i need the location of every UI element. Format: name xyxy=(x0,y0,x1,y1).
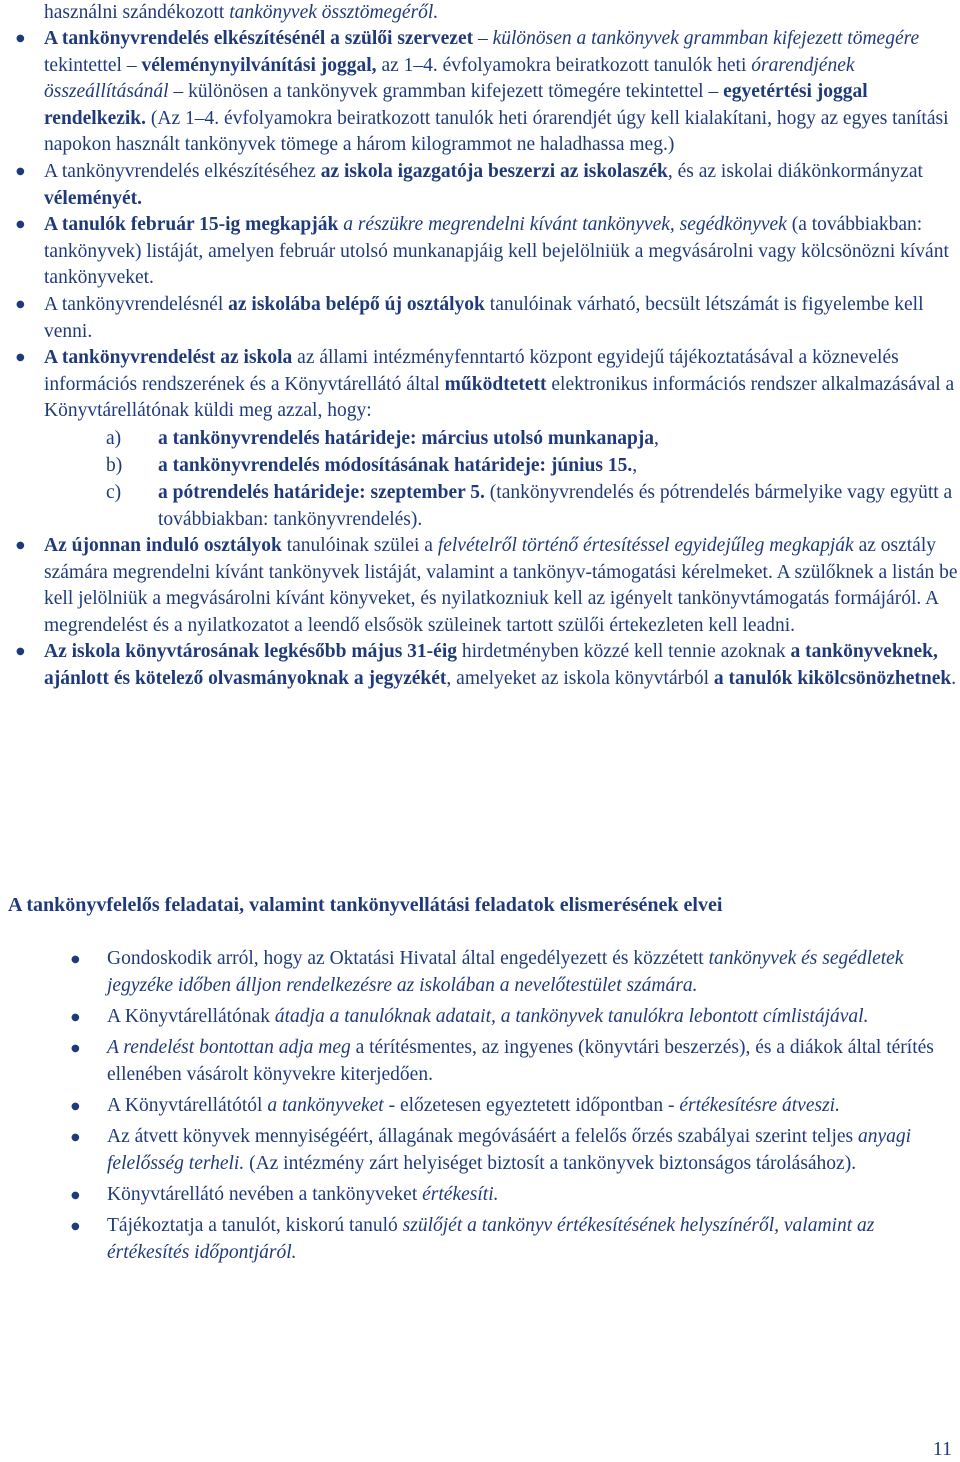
list-item: ● Az újonnan induló osztályok tanulóinak szülei a felvételről történő értesítéssel egyidejűleg megkapják az osztály számára megrendelni kívánt tankönyvek listáját, valamint a tankönyv-támogatási kérelmeket. A szülőknek a listán be kell jelölniük a megvásárolni kívánt könyveket, és nyilatkozniuk kell az igényelt tankönyvtámogatás formájáról. A megrendelést és a nyilatkozatot a leendő elsősök szüleinek tartott szülői értekezleten kell leadni. xyxy=(44,533,958,639)
list-item: ● A rendelést bontottan adja meg a térítésmentes, az ingyenes (könyvtári beszerzés), és a diákok által térítés ellenében vásárolt könyvekre kiterjedően. xyxy=(107,1034,947,1089)
list-item: ● A Könyvtárellátónak átadja a tanulóknak adatait, a tankönyvek tanulókra lebontott címlistájával. xyxy=(107,1003,947,1030)
list-item: ● A Könyvtárellátótól a tankönyveket - előzetesen egyeztetett időpontban - értékesítésre átveszi. xyxy=(107,1092,947,1119)
bullet-list-duties xyxy=(107,945,947,1270)
list-item: ● A tankönyvrendelésnél az iskolába belépő új osztályok tanulóinak várható, becsült létszámát is figyelembe kell venni. xyxy=(44,292,958,345)
sub-item-deadline-a: a) a tankönyvrendelés határideje: március utolsó munkanapja, xyxy=(106,427,659,449)
page-number: 11 xyxy=(932,1438,952,1460)
list-item: ● Az átvett könyvek mennyiségéért, állagának megóvásáért a felelős őrzés szabályai szerint teljes anyagi felelősség terheli. (Az intézmény zárt helyiséget biztosít a tankönyvek biztonságos tárolásához). xyxy=(107,1123,947,1178)
italic-text-run: tankönyvek össztömegéről. xyxy=(229,2,439,23)
list-item: ● A tankönyvrendelés elkészítéséhez az iskola igazgatója beszerzi az iskolaszék, és az iskolai diákönkormányzat véleményét. xyxy=(44,159,958,212)
list-item: ● Tájékoztatja a tanulót, kiskorú tanuló szülőjét a tankönyv értékesítésének helyszínéről, valamint az értékesítés időpontjáról. xyxy=(107,1212,947,1267)
sub-item-deadline-b: b) a tankönyvrendelés módosításának határideje: június 15., xyxy=(106,454,638,476)
list-item: ● A tanulók február 15-ig megkapják a részükre megrendelni kívánt tankönyvek, segédkönyvek (a továbbiakban: tankönyvek) listáját, amelyen február utolsó munkanapjáig kell bejelölniük a megvásárolni vagy kölcsönözni kívánt tankönyveket. xyxy=(44,212,958,292)
list-item: ● Az iskola könyvtárosának legkésőbb május 31-éig hirdetményben közzé kell tennie azoknak a tankönyveknek, ajánlott és kötelező olvasmányoknak a jegyzékét, amelyeket az iskola könyvtárból a tanulók kikölcsönözhetnek. xyxy=(44,639,958,692)
section-heading: A tankönyvfelelős feladatai, valamint tankönyvellátási feladatok elismerésének elvei xyxy=(8,894,723,916)
bullet-list-ordering xyxy=(44,26,958,692)
sub-item-deadline-c: c) a pótrendelés határideje: szeptember 5. (tankönyvrendelés és pótrendelés bármelyike vagy együtt a továbbiakban: tankönyvrendelés). xyxy=(106,481,953,530)
text-run: használni szándékozott xyxy=(44,2,230,23)
list-item: ● Gondoskodik arról, hogy az Oktatási Hivatal által engedélyezett és közzétett tankönyvek és segédletek jegyzéke időben álljon rendelkezésre az iskolában a nevelőtestület számára. xyxy=(107,945,947,1000)
continued-text-line xyxy=(44,0,944,26)
list-item: ● A tankönyvrendelés elkészítésénél a szülői szervezet – különösen a tankönyvek grammban kifejezett tömegére tekintettel – véleménynyilvánítási joggal, az 1–4. évfolyamokra beiratkozott tanulók heti órarendjének összeállításánál – különösen a tankönyvek grammban kifejezett tömegére tekintettel – egyetértési joggal rendelkezik. (Az 1–4. évfolyamokra beiratkozott tanulók heti órarendjét úgy kell kialakítani, hogy az egyes tanítási napokon használt tankönyvek tömege a három kilogrammot ne haladhassa meg.) xyxy=(44,26,958,159)
list-item: ● Könyvtárellátó nevében a tankönyveket értékesíti. xyxy=(107,1181,947,1208)
list-item: ● A tankönyvrendelést az iskola az állami intézményfenntartó központ egyidejű tájékoztatásával a köznevelés információs rendszerének és a Könyvtárellátó által működtetett elektronikus információs rendszer alkalmazásával a Könyvtárellátónak küldi meg azzal, hogy: a) a tankönyvrendelés határideje: március utolsó munkanapja, b) a tankönyvrendelés módosításának határideje: június 15., c) a pótrendelés határideje: szeptember 5. (tankönyvrendelés és pótrendelés bármelyike vagy együtt a továbbiakban: tankönyvrendelés). xyxy=(44,345,958,533)
